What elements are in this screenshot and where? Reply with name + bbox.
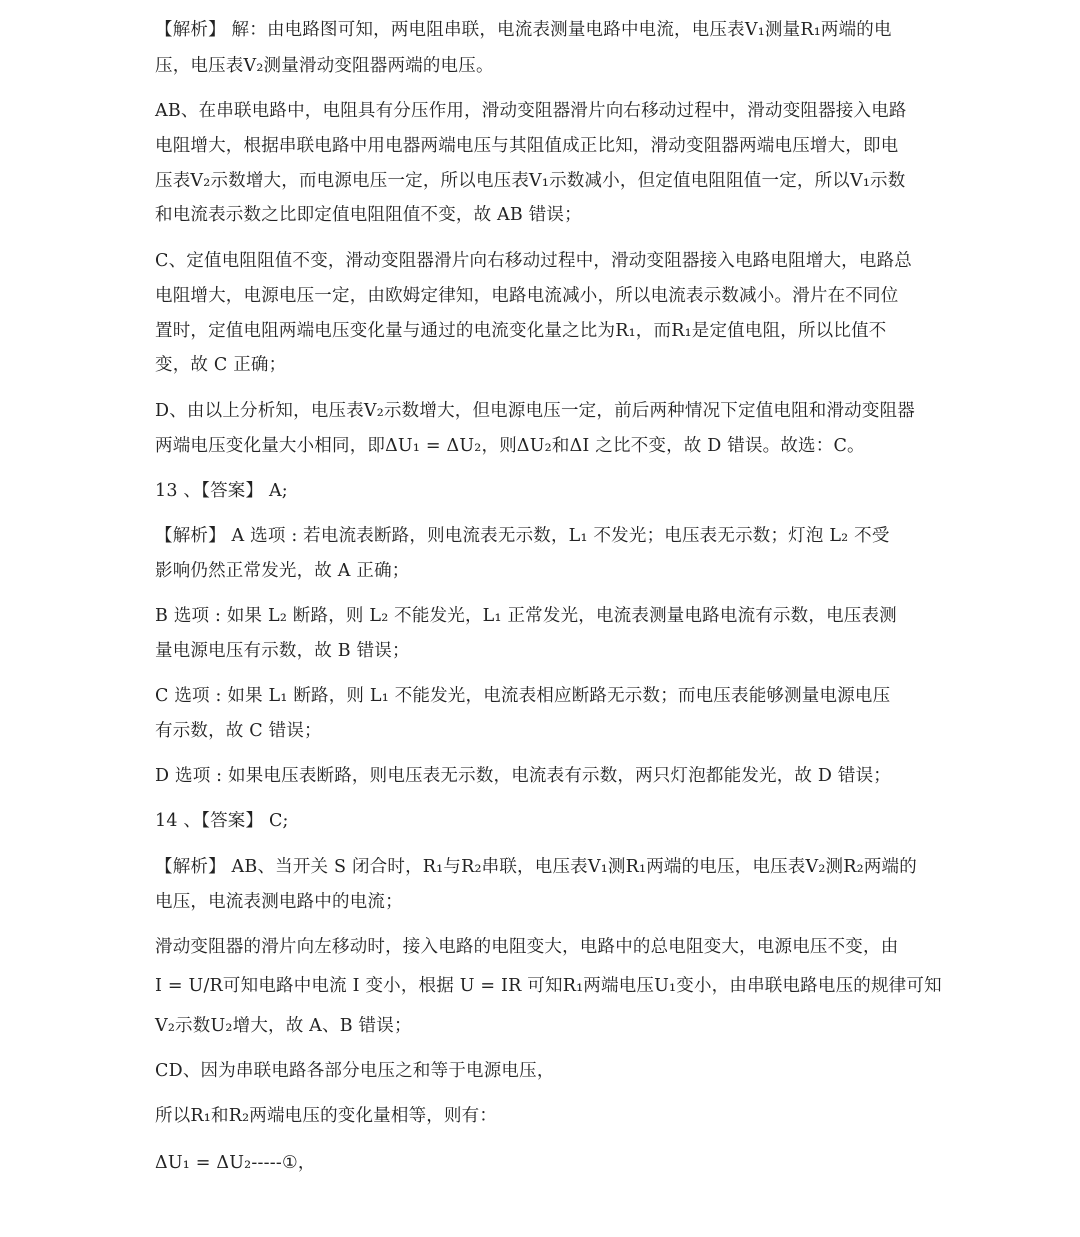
text-line: AB、在串联电路中，电阻具有分压作用，滑动变阻器滑片向右移动过程中，滑动变阻器接入电路 — [155, 101, 907, 121]
text-line: D、由以上分析知，电压表V₂示数增大，但电源电压一定，前后两种情况下定值电阻和滑动变阻器 — [155, 401, 915, 421]
text-line: C、定值电阻阻值不变，滑动变阻器滑片向右移动过程中，滑动变阻器接入电路电阻增大，电路总 — [155, 251, 912, 271]
text-line: CD、因为串联电路各部分电压之和等于电源电压， — [155, 1061, 555, 1081]
text-line: D 选项 : 如果电压表断路，则电压表无示数，电流表有示数，两只灯泡都能发光，故 D 错误； — [155, 766, 891, 786]
text-line: 电阻增大，根据串联电路中用电器两端电压与其阻值成正比知，滑动变阻器两端电压增大，即电 — [155, 136, 899, 156]
text-line: 电压，电流表测电路中的电流； — [155, 892, 403, 912]
text-line: 【解析】 解：由电路图可知，两电阻串联，电流表测量电路中电流，电压表V₁测量R₁两端的电 — [155, 20, 892, 40]
formula-line: I = U/R可知电路中电流 I 变小，根据 U = IR 可知R₁两端电压U₁变小，由串联电路电压的规律可知 — [155, 976, 942, 996]
answer-heading: 13 、【答案】 A; — [155, 481, 288, 501]
text-line: 压，电压表V₂测量滑动变阻器两端的电压。 — [155, 56, 494, 76]
text-line: 影响仍然正常发光，故 A 正确； — [155, 561, 410, 581]
text-line: V₂示数U₂增大，故 A、B 错误； — [155, 1016, 412, 1036]
text-line: 电阻增大，电源电压一定，由欧姆定律知，电路电流减小，所以电流表示数减小。滑片在不同位 — [155, 286, 899, 306]
text-line: 有示数，故 C 错误； — [155, 721, 322, 741]
text-line: 变，故 C 正确； — [155, 355, 287, 375]
text-line: 置时，定值电阻两端电压变化量与通过的电流变化量之比为R₁，而R₁是定值电阻，所以比值不 — [155, 321, 887, 341]
text-line: C 选项 : 如果 L₁ 断路，则 L₁ 不能发光，电流表相应断路无示数；而电压表能够测量电源电压 — [155, 686, 891, 706]
equation-line: ΔU₁ = ΔU₂-----①， — [155, 1153, 316, 1173]
text-line: 所以R₁和R₂两端电压的变化量相等，则有： — [155, 1106, 498, 1126]
answer-heading: 14 、【答案】 C; — [155, 811, 289, 831]
text-line: B 选项 : 如果 L₂ 断路，则 L₂ 不能发光，L₁ 正常发光，电流表测量电路电流有示数，电压表测 — [155, 606, 897, 626]
text-line: 【解析】 AB、当开关 S 闭合时，R₁与R₂串联，电压表V₁测R₁两端的电压，电压表V₂测R₂两端的 — [155, 857, 917, 877]
text-line: 【解析】 A 选项 : 若电流表断路，则电流表无示数，L₁ 不发光；电压表无示数；灯泡 L₂ 不受 — [155, 526, 890, 546]
text-line: 和电流表示数之比即定值电阻阻值不变，故 AB 错误； — [155, 205, 582, 225]
text-line: 压表V₂示数增大，而电源电压一定，所以电压表V₁示数减小，但定值电阻阻值一定，所以V₁示数 — [155, 171, 906, 191]
text-line: 两端电压变化量大小相同，即ΔU₁ = ΔU₂，则ΔU₂和ΔI 之比不变，故 D 错误。故选：C。 — [155, 436, 865, 456]
text-line: 量电源电压有示数，故 B 错误； — [155, 641, 410, 661]
text-line: 滑动变阻器的滑片向左移动时，接入电路的电阻变大，电路中的总电阻变大，电源电压不变，由 — [155, 937, 899, 957]
